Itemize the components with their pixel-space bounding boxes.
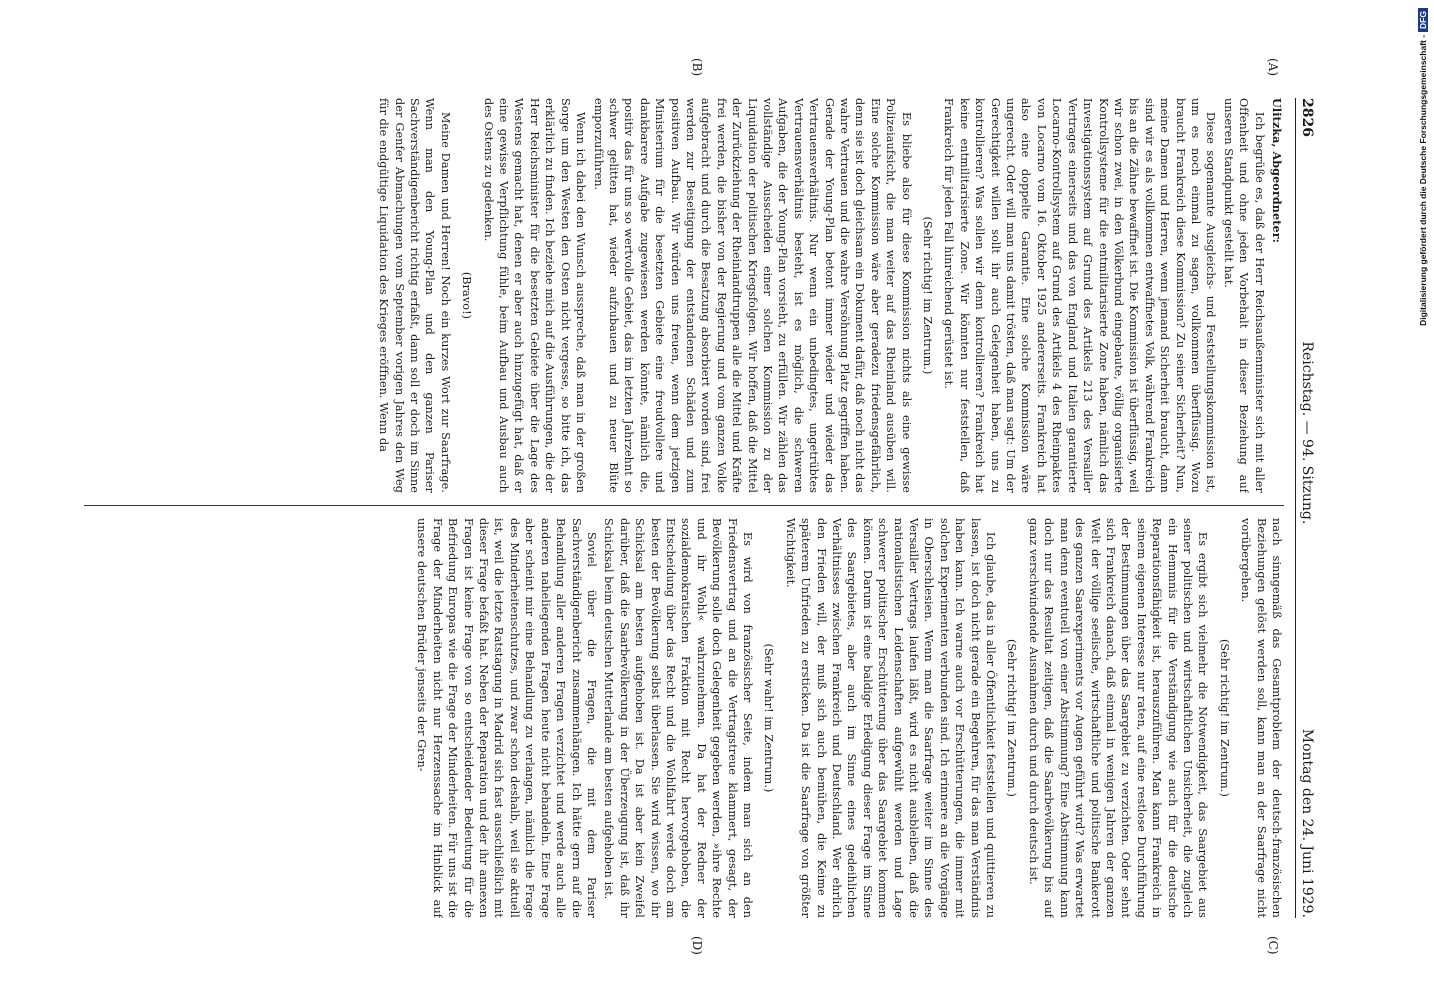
- dfg-logo: DFG: [1418, 8, 1428, 32]
- speaker-name: Ulitzka, Abgeordneter:: [1270, 98, 1284, 243]
- margin-marker-b: (B): [690, 58, 704, 77]
- paragraph: nach sinngemäß das Gesamtproblem der deutsch-französischen Beziehungen gelöst werden soll, kann man an der Saarfrage nicht vorübergehen.: [1239, 518, 1283, 918]
- paragraph: Es ergibt sich vielmehr die Notwendigkeit, das Saargebiet aus seiner politischen und wirtschaftlichen Unsicherheit, die zugleich ein Hemmnis für die Verständigung wie auch für die deutsche Reparationsfähigkeit ist, herauszuführen. Man kann Frankreich in seinem eigenen Interesse nur raten, auf eine restlose Durchführung der Bestimmungen über das Saargebiet zu verzichten. Oder sehnt sich Frankreich danach, daß einmal in wenigen Jahren der ganzen Welt der völlige seelische, wirtschaftliche und politische Bankerott des ganzen Saarexperiments vor Augen geführt wird? Was erwartet man denn eventuell von einer Abstimmung? Eine Abstimmung kann doch nur das Resultat zeitigen, daß die Saarbevölkerung bis auf ganz verschwindende Ausnahmen durch und durch deutsch ist.: [1026, 518, 1210, 918]
- margin-marker-c: (C): [1266, 936, 1280, 955]
- interjection: (Sehr wahr! im Zentrum.): [762, 643, 776, 793]
- paragraph: Diese sogenannte Ausgleichs- und Feststellungskommission ist, um es noch einmal zu sagen, vollkommen überflüssig. Wozu braucht Frankreich diese Kommission? Zu seiner Sicherheit? Nun, meine Damen und Herren, wenn jemand Sicherheit braucht, dann sind wir es als vollkommen entwaffnetes Volk, während Frankreich bis an die Zähne bewaffnet ist. Die Kommission ist überflüssig, weil wir schon zwei, in den Völkerbund eingebaute, völlig organisierte Kontrollsysteme für die entmilitarisierte Zone haben, nämlich das Investigationssystem auf Grund des Artikels 213 des Versailler Vertrages einerseits und das von England und Italien garantierte Locarno-Kontrollsystem auf Grund des Artikels 4 des Rheinpaktes von Locarno vom 16. Oktober 1925 andererseits. Frankreich hat also eine doppelte Garantie. Eine solche Kommission wäre ungerecht. Oder will man uns damit trösten, daß man sagt: Um der Gerechtigkeit willen sollt ihr auch Gelegenheit haben, uns zu kontrollieren? Was sollen wir denn kontrollieren? Frankreich hat keine entmilitarisierte Zone. Wir könnten nur feststellen, daß Frankreich für jeden Fall hinreichend gerüstet ist.: [942, 98, 1218, 493]
- interjection: (Bravo!): [460, 271, 474, 320]
- document-page: [74, 58, 1324, 955]
- paragraph: Es bliebe also für diese Kommission nichts als eine gewisse Polizeiaufsicht, die man weiter auf das Rheinland ausüben will. Eine solche Kommission wäre aber geradezu friedensgefährlich, denn sie ist doch gleichsam ein Dokument dafür, daß noch nicht das wahre Vertrauen und die wahre Versöhnung Platz gegriffen haben. Gerade der Young-Plan betont immer wieder und wieder das Vertrauensverhältnis. Nur wenn ein unbedingtes, ungetrübtes Vertrauensverhältnis besteht, ist es möglich, die schweren Aufgaben, die der Young-Plan vorsieht, zu erfüllen. Wir zählen das vollständige Ausscheiden einer solchen Kommission zu der Liquidation der politischen Kriegsfolgen. Wir hoffen, daß die Mittel der Zurückziehung der Rheinlandtruppen alle die Mittel und Kräfte frei werden, die bisher von der Regierung und vom ganzen Volke aufgebracht und durch die Besatzung absorbiert worden sind, frei werden zur Beseitigung der entstandenen Schäden und zum positiven Aufbau. Wir würden uns freuen, wenn dem jetzigen Ministerium für die besetzten Gebiete eine freudvollere und dankbarere Aufgabe zugewiesen werden könnte, nämlich die, positiv das für uns so wertvolle Gebiet, das im letzten Jahrzehnt so schwer gelitten hat, wieder aufzubauen und zu neuer Blüte emporzuführen.: [591, 98, 913, 493]
- paragraph: Ich glaube, das in aller Öffentlichkeit feststellen und quittieren zu lassen, ist doch nicht gerade ein Begehren, für das man Verständnis haben kann. Ich warne auch vor Erschütterungen, die immer mit solchen Experimenten verbunden sind. Ich erinnere an die Vorgänge in Oberschlesien. Wenn man die Saarfrage weiter im Sinne des Versailler Vertrags laufen läßt, wird es nicht ausbleiben, daß die nationalistischen Leidenschaften aufgewühlt werden und Lage schwerer politischer Erschütterung über das Saargebiet kommen können. Darum ist eine baldige Erledigung dieser Frage im Sinne des Saargebietes, aber auch im Sinne eines gedeihlichen Verhältnisses zwischen Frankreich und Deutschland. Wer ehrlich den Frieden will, der muß sich auch bemühen, die Keime zu späterem Unfrieden zu ersticken. Da ist die Saarfrage von größter Wichtigkeit.: [783, 518, 998, 918]
- session-title: Reichstag. — 94. Sitzung.: [1299, 341, 1315, 525]
- page-number: 2826: [1299, 98, 1315, 137]
- column-divider: [84, 505, 1284, 506]
- paragraph: Wenn ich dabei den Wunsch ausspreche, daß man in der großen Sorge um den Westen den Osten nicht vergesse, so bitte ich, das erklärlich zu finden. Ich beziehe mich auf die Ausführungen, die der Herr Reichsminister für die besetzten Gebiete über die Lage des Westens gemacht hat, denen er aber auch hinzugefügt hat, daß er eine gewisse Verpflichtung fühle, beim Aufbau und Ausbau auch des Ostens zu gedenken.: [481, 98, 588, 493]
- left-column: [84, 98, 1284, 493]
- digitization-credit: [1418, 8, 1432, 992]
- right-column: [84, 518, 1284, 918]
- interjection: (Sehr richtig! im Zentrum.): [1217, 638, 1231, 798]
- interjection: (Sehr richtig! im Zentrum.): [921, 216, 935, 375]
- interjection: (Sehr richtig! im Zentrum.): [1005, 638, 1019, 798]
- credit-text: Digitalisierung gefördert durch die Deutsche Forschungsgemeinschaft -: [1418, 34, 1428, 326]
- margin-marker-d: (D): [690, 936, 704, 955]
- session-date: Montag den 24. Juni 1929.: [1299, 728, 1315, 918]
- page-header: [1295, 98, 1324, 918]
- margin-marker-a: (A): [1266, 58, 1280, 77]
- paragraph: Meine Damen und Herren! Noch ein kurzes Wort zur Saarfrage. Wenn man den Young-Plan und den ganzen Pariser Sachverständigenbericht richtig erfaßt, dann soll er doch im Sinne der Genfer Abmachungen vom September vorigen Jahres den Weg für die endgültige Liquidation des Krieges eröffnen. Wenn da: [377, 98, 452, 493]
- paragraph: Es wird von französischer Seite, indem man sich an den Friedensvertrag und an die Vertragstreue klammert, gesagt, der Bevölkerung solle doch Gelegenheit gegeben werden, »ihre Rechte und ihr Wohl« wahrzunehmen. Da hat der Redner der sozialdemokratischen Fraktion mit Recht hervorgehoben, die Entscheidung über das Recht und die Wohlfahrt werde doch am besten der Bevölkerung selbst überlassen. Sie wird wissen, wo ihr Schicksal am besten aufgehoben ist. Da ist aber kein Zweifel darüber, daß die Saarbevölkerung in der Überzeugung ist, daß ihr Schicksal beim deutschen Mutterlande am besten aufgehoben ist.: [602, 518, 754, 918]
- paragraph: Ich begrüße es, daß der Herr Reichsaußenminister sich mit aller Offenheit und ohne jeden Vorbehalt in dieser Beziehung auf unseren Standpunkt gestellt hat.: [1221, 98, 1266, 493]
- paragraph: Soviel über die Fragen, die mit dem Pariser Sachverständigenbericht zusammenhängen. Ich hätte gern auf die Behandlung aller anderen Fragen verzichtet und werde auch alle anderen naheliegenden Fragen heute nicht behandeln. Eine Frage aber scheint mir eine Behandlung zu verlangen, nämlich die Frage des Minderheitenschutzes, und zwar schon deshalb, weil sie aktuell ist, weil die letzte Ratstagung in Madrid sich fast ausschließlich mit dieser Frage befaßt hat. Neben der Reparation und der ihr annexen Fragen ist keine Frage von so entscheidender Bedeutung für die Befriedung Europas wie die Frage der Minderheiten. Für uns ist die Frage der Minderheiten nicht nur Herzenssache im Hinblick auf unsere deutschen Brüder jenseits der Gren-: [415, 518, 598, 918]
